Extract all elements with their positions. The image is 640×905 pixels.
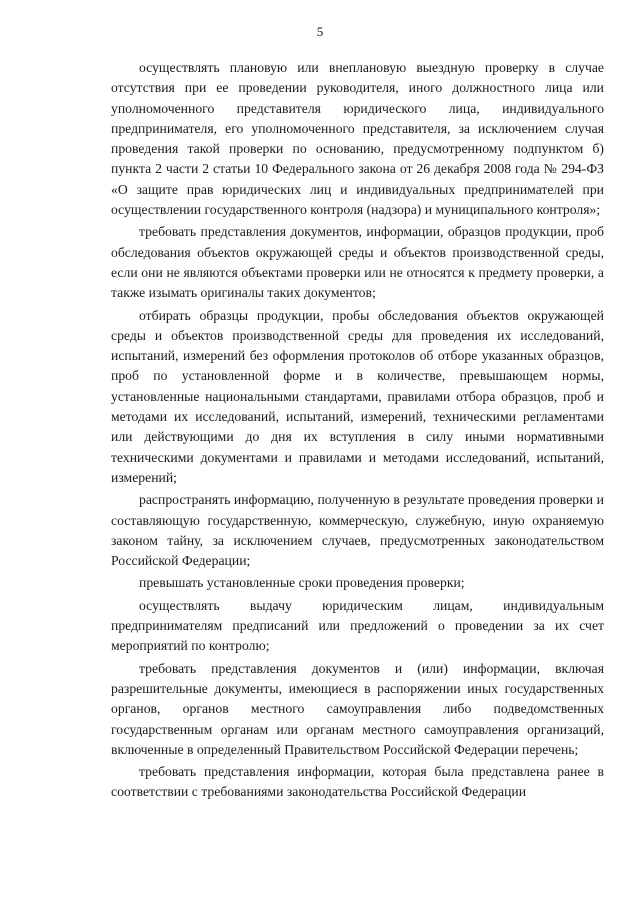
paragraph-take-samples: отбирать образцы продукции, пробы обследования объектов окружающей среды и объектов производственной среды для проведения их исследований, испытаний, измерений без оформления протоколов об отборе указанных образцов, проб по установленной форме и в количестве, превышающем нормы, установленные национальными стандартами, правилами отбора образцов, проб и методами их исследований, испытаний, измерений, техническими регламентами или действующими до дня их вступления в силу иными нормативными техническими документами и правилами и методами исследований, испытаний, измерений; xyxy=(111,307,604,485)
paragraph-demand-previous-information: требовать представления информации, которая была представлена ранее в соответствии с требованиями законодательства Российской Федерации xyxy=(111,764,604,800)
paragraph-demand-documents: требовать представления документов, информации, образцов продукции, проб обследования объектов окружающей среды и объектов производственной среды, если они не являются объектами проверки или не относятся к предмету проверки, а также изымать оригиналы таких документов; xyxy=(111,224,604,301)
paragraph-disclose-information: распространять информацию, полученную в результате проведения проверки и составляющую государственную, коммерческую, служебную, иную охраняемую законом тайну, за исключением случаев, предусмотренных законодательством Российской Федерации; xyxy=(111,492,604,569)
page-number: 5 xyxy=(316,24,324,39)
document-body xyxy=(111,58,604,805)
paragraph-demand-permits: требовать представления документов и (или) информации, включая разрешительные документы, имеющиеся в распоряжении иных государственных органов, органов местного самоуправления либо подведомственных государственным органам или органам местного самоуправления организаций, включенные в определенный Правительством Российской Федерации перечень; xyxy=(111,660,604,757)
paragraph-on-site-inspection: осуществлять плановую или внеплановую выездную проверку в случае отсутствия при ее проведении руководителя, иного должностного лица или уполномоченного представителя юридического лица, индивидуального предпринимателя, его уполномоченного представителя, за исключением случая проведения такой проверки по основанию, предусмотренному подпунктом б) пункта 2 части 2 статьи 10 Федерального закона от 26 декабря 2008 года № 294-ФЗ «О защите прав юридических лиц и индивидуальных предпринимателей при осуществлении государственного контроля (надзора) и муниципального контроля»; xyxy=(111,60,604,218)
paragraph-issue-orders: осуществлять выдачу юридическим лицам, индивидуальным предпринимателям предписаний или предложений о проведении за их счет мероприятий по контролю; xyxy=(111,597,604,654)
paragraph-exceed-deadlines: превышать установленные сроки проведения проверки; xyxy=(139,575,465,591)
